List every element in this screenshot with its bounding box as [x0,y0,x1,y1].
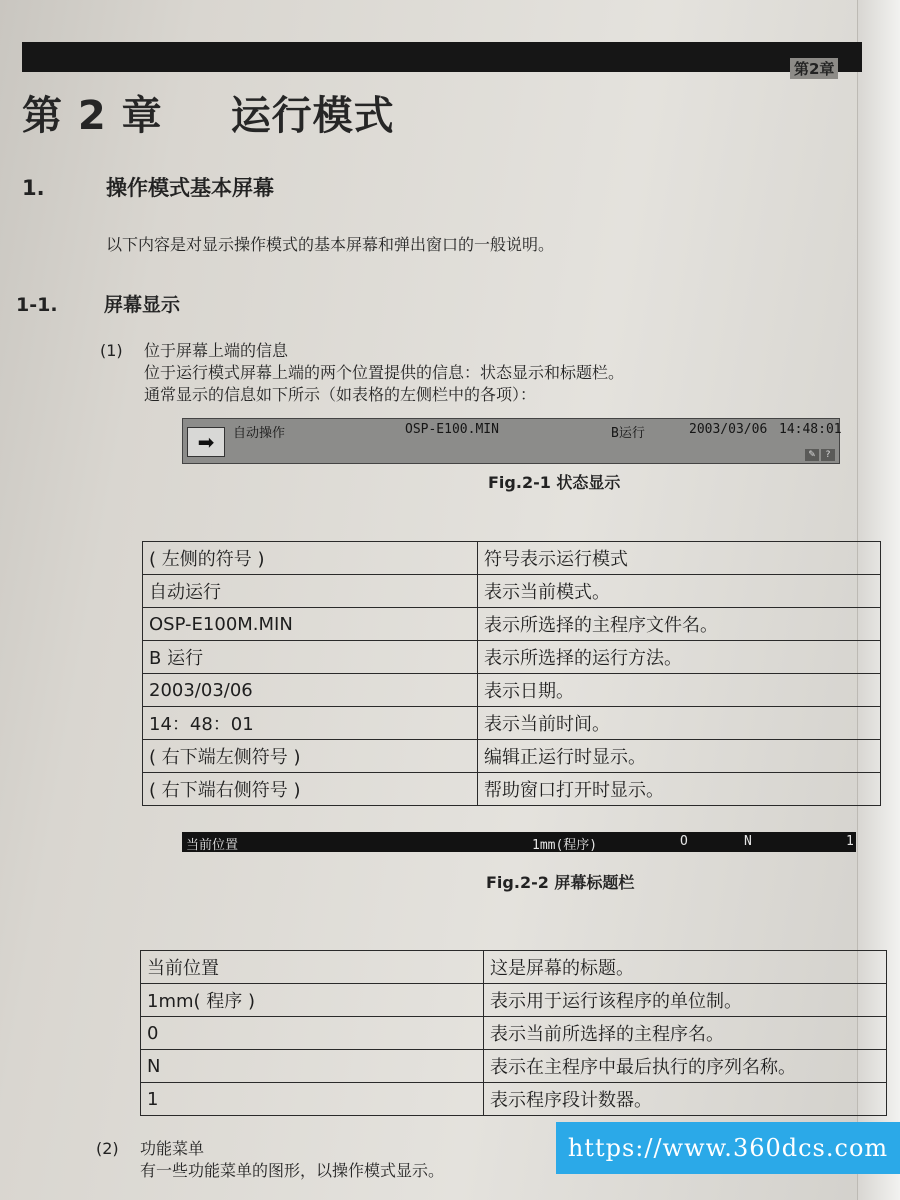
table-cell-description: 表示用于运行该程序的单位制。 [484,984,887,1017]
figure-2-1-caption: Fig.2-1 状态显示 [488,473,621,492]
table-cell-item: 自动运行 [143,575,478,608]
item-1-title: 位于屏幕上端的信息 [144,341,289,360]
table-row [143,707,881,740]
title-bar-label: 当前位置 [186,838,239,853]
table-row [143,641,881,674]
table-cell-item: 2003/03/06 [143,674,478,707]
table-row [141,951,887,984]
screen-title-bar-figure [182,832,856,852]
table-cell-description: 表示在主程序中最后执行的序列名称。 [484,1050,887,1083]
table-row [143,773,881,806]
table-cell-description: 表示所选择的运行方法。 [478,641,881,674]
status-time: 14:48:01 [779,422,842,437]
title-info-table [140,950,887,1116]
item-1-line1: 位于运行模式屏幕上端的两个位置提供的信息：状态显示和标题栏。 [144,363,625,382]
table-row [143,542,881,575]
table-cell-item: N [141,1050,484,1083]
title-bar-program: O [680,834,688,849]
arrow-right-icon: ➡ [187,427,225,457]
table-cell-description: 表示日期。 [478,674,881,707]
title-bar-sequence: N [744,834,752,849]
table-row [141,1050,887,1083]
table-cell-description: 表示当前模式。 [478,575,881,608]
item-1-line2: 通常显示的信息如下所示（如表格的左侧栏中的各项）： [144,385,537,404]
table-cell-description: 这是屏幕的标题。 [484,951,887,984]
status-info-table [142,541,881,806]
table-cell-description: 表示当前所选择的主程序名。 [484,1017,887,1050]
section-1-1-heading [16,290,180,317]
table-row [143,740,881,773]
item-2-title: 功能菜单 [140,1139,205,1158]
section-1-title: 操作模式基本屏幕 [106,176,274,200]
table-row [141,984,887,1017]
section-1-1-title: 屏幕显示 [104,294,181,316]
table-cell-description: 表示程序段计数器。 [484,1083,887,1116]
table-cell-description: 帮助窗口打开时显示。 [478,773,881,806]
help-window-icon: ? [821,449,835,461]
table-cell-description: 符号表示运行模式 [478,542,881,575]
status-mode: 自动操作 [233,426,286,441]
table-cell-item: ( 左侧的符号 ) [143,542,478,575]
status-program: OSP-E100.MIN [405,422,499,437]
status-run-method: B运行 [611,426,645,441]
table-cell-description: 表示当前时间。 [478,707,881,740]
section-1-number: 1. [22,176,45,200]
item-1-number: (1) [100,341,123,360]
section-1-intro: 以下内容是对显示操作模式的基本屏幕和弹出窗口的一般说明。 [106,235,555,254]
status-date: 2003/03/06 [689,422,768,437]
chapter-tag: 第2章 [790,58,838,79]
chapter-header-bar [22,42,862,72]
item-2-number: (2) [96,1139,119,1158]
table-cell-item: 0 [141,1017,484,1050]
title-bar-unit: 1mm(程序) [532,838,598,853]
chapter-title [22,84,395,141]
table-cell-item: 1mm( 程序 ) [141,984,484,1017]
table-row [141,1083,887,1116]
table-row [143,674,881,707]
item-2-line1: 有一些功能菜单的图形，以操作模式显示。 [140,1161,445,1180]
table-cell-description: 编辑正运行时显示。 [478,740,881,773]
table-cell-item: ( 右下端右侧符号 ) [143,773,478,806]
chapter-number: 第 2 章 [22,93,163,139]
title-bar-counter: 1 [846,834,854,849]
figure-2-2-caption: Fig.2-2 屏幕标题栏 [486,873,635,892]
status-display-figure [182,418,840,464]
table-cell-item: 1 [141,1083,484,1116]
item-2-block [96,1138,444,1182]
table-cell-item: OSP-E100M.MIN [143,608,478,641]
site-watermark: https://www.360dcs.com [556,1122,900,1174]
table-cell-item: B 运行 [143,641,478,674]
table-cell-description: 表示所选择的主程序文件名。 [478,608,881,641]
table-row [141,1017,887,1050]
section-1-heading [22,172,274,202]
edit-running-icon: ✎ [805,449,819,461]
section-1-1-number: 1-1. [16,294,58,316]
table-row [143,608,881,641]
item-1-block [100,340,624,406]
table-cell-item: 14：48：01 [143,707,478,740]
chapter-name: 运行模式 [230,93,395,139]
table-cell-item: 当前位置 [141,951,484,984]
table-row [143,575,881,608]
table-cell-item: ( 右下端左侧符号 ) [143,740,478,773]
